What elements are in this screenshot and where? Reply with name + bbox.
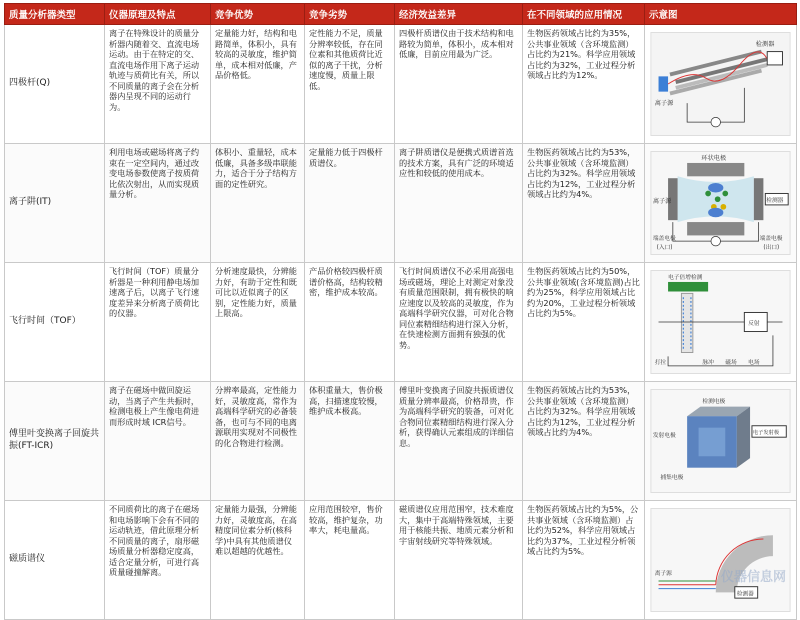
economic-cell: 离子阱质谱仪是便携式质谱首选的技术方案，具有广泛的环境适应性和较低的使用成本。 (395, 144, 523, 263)
trap-electrode-label: 捕集电极 (660, 475, 684, 482)
electron-emitter-label: 电子发射极 (752, 429, 780, 436)
svg-text:(出口): (出口) (763, 244, 780, 251)
tof-diagram (649, 266, 792, 378)
disadvantage-cell: 体积重量大，售价极高，扫描速度较慢，维护成本极高。 (305, 382, 395, 501)
detector-label: 检测器 (736, 591, 754, 598)
disadvantage-cell: 应用范围较窄，售价较高，维护复杂，功率大，耗电量高。 (305, 501, 395, 620)
magnetic-sector-diagram (649, 504, 792, 616)
header-type: 质量分析器类型 (5, 4, 105, 25)
header-application: 在不同领域的应用情况 (523, 4, 645, 25)
figure-cell (645, 382, 797, 501)
watermark: 仪器信息网 (720, 570, 786, 585)
principle-cell: 利用电场或磁场将离子约束在一定空间内，通过改变电场参数使离子按质荷比依次射出，从而实现质量分析。 (105, 144, 211, 263)
multiplier-block (668, 282, 708, 292)
economic-cell: 傅里叶变换离子回旋共振质谱仪质量分辨率最高，价格昂贵，作为高端科学研究的装备，可对化合物同位素精细结构进行深入分析，获得确认元素组成的详细信息。 (395, 382, 523, 501)
ion-source-label: 离子源 (652, 198, 672, 205)
application-cell: 生物医药领域占比约为5%，公共事业领域（含环境监测）占比约为52%，科学应用领域占比约为37%，工业过程分析领域占比约为5%。 (523, 501, 645, 620)
svg-text:(入口): (入口) (656, 244, 673, 251)
disadvantage-cell: 产品价格较四极杆质谱价格高，结构较精密，维护成本较高。 (305, 263, 395, 382)
ion-source-label: 离子源 (654, 571, 672, 578)
svg-text:磁场: 磁场 (725, 359, 737, 366)
ring-electrode-bottom (687, 222, 744, 235)
detect-electrode-label: 检测电极 (702, 398, 726, 405)
principle-cell: 不同质荷比的离子在磁场和电场影响下会有不同的运动轨迹，借此原理分析不同质量的离子，扇形磁场质量分析器稳定度高，适合定量分析，可进行高质量碰撞解离。 (105, 501, 211, 620)
header-economic: 经济效益差异 (395, 4, 523, 25)
analyzer-type: 飞行时间（TOF） (5, 263, 105, 382)
excite-electrode-label: 发射电极 (652, 433, 676, 440)
disadvantage-cell: 定量能力低于四极杆质谱仪。 (305, 144, 395, 263)
advantage-cell: 体积小、重量轻，成本低廉，具备多级串联能力，适合于分子结构方面的定性研究。 (211, 144, 305, 263)
svg-text:打拉: 打拉 (654, 359, 667, 366)
analyzer-type: 四极杆(Q) (5, 25, 105, 144)
svg-text:电场: 电场 (748, 359, 760, 366)
figure-cell (645, 144, 797, 263)
advantage-cell: 分析速度最快，分辨能力好，有助于定性和既可比以近似离子的区别，定性能力好，质量上限高。 (211, 263, 305, 382)
header-principle: 仪器原理及特点 (105, 4, 211, 25)
detector-label: 检测器 (755, 40, 775, 48)
svg-text:脉冲: 脉冲 (702, 359, 714, 366)
advantage-cell: 定量能力最强，分辨能力好，灵敏度高，在高精度同位素分析(核科学)中具有其他质谱仪难以超越的优越性。 (211, 501, 305, 620)
advantage-cell: 分辨率最高，定性能力好，灵敏度高，常作为高端科学研究的必备装备，也可与不同的电离源联用实现对不同极性的化合物进行检测。 (211, 382, 305, 501)
header-figure: 示意图 (645, 4, 797, 25)
figure-cell (645, 263, 797, 382)
table-row (5, 263, 797, 382)
quadrupole-diagram (649, 28, 792, 140)
ion-source-block (659, 76, 669, 91)
application-cell: 生物医药领域占比约为53%，公共事业领域（含环境监测）占比约为32%。科学应用领域占比约为12%，工业过程分析领域占比约为4%。 (523, 382, 645, 501)
endcap-label-left: 端盖电极 (652, 236, 676, 243)
principle-cell: 飞行时间（TOF）质量分析器是一种利用静电场加速离子后，以离子飞行速度差异来分析离子质荷比的仪器。 (105, 263, 211, 382)
table-row (5, 144, 797, 263)
figure-cell (645, 25, 797, 144)
table-row (5, 25, 797, 144)
header-row (5, 4, 797, 25)
ft-icr-diagram (649, 385, 792, 497)
table-row (5, 382, 797, 501)
reflector-label: 反射 (748, 320, 760, 327)
application-cell: 生物医药领域占比约为35%，公共事业领域（含环境监测）占比约为21%。科学应用领域占比约为32%，工业过程分析领域占比约为12%。 (523, 25, 645, 144)
ring-electrode-label: 环状电极 (701, 155, 727, 163)
analyzer-type: 磁质谱仪 (5, 501, 105, 620)
principle-cell: 离子在磁场中做回旋运动，当离子产生共振时，检测电极上产生像电荷进而形成时域 ICR信号。 (105, 382, 211, 501)
disadvantage-cell: 定性能力不足，质量分辨率较低，存在同位素和其他质荷比近似的离子干扰，分析速度慢，质量上限低。 (305, 25, 395, 144)
application-cell: 生物医药领域占比约为50%，公共事业领域(含环境监测)占比约为25%，科学应用领域占比约为20%，工业过程分析领域占比约为5%。 (523, 263, 645, 382)
comparison-table (4, 3, 797, 620)
header-advantage: 竞争优势 (211, 4, 305, 25)
ion-source-label: 离子源 (654, 99, 674, 107)
ion-trap-diagram (649, 147, 792, 259)
detector-label: 检测器 (766, 198, 784, 205)
economic-cell: 磁质谱仪应用范围窄，技术难度大，集中于高端特殊领域，主要用于核能共振、地质元素分析和宇宙射线研究等特殊领域。 (395, 501, 523, 620)
endcap-label-right: 端盖电极 (759, 236, 783, 243)
principle-cell: 离子在特殊设计的质量分析器内随着交、直流电场运动。由于在特定的交、直流电场作用下离子运动轨迹与质荷比有关，所以不同质量的离子会在分析器内呈现不同的运动行为。 (105, 25, 211, 144)
economic-cell: 飞行时间质谱仪不必采用高强电场或磁场，理论上对测定对象没有质量范围限制，拥有极快的响应速度以及较高的灵敏度，作为高端科学研究仪器，可对化合物同位素精细结构进行深入分析，在快速检测方面拥有独强的优势。 (395, 263, 523, 382)
multiplier-label: 电子倍增检测 (668, 275, 703, 282)
economic-cell: 四极杆质谱仪由于技术结构和电路较为简单，体积小，成本相对低廉，目前应用最为广泛。 (395, 25, 523, 144)
analyzer-type: 离子阱(IT) (5, 144, 105, 263)
table-row (5, 501, 797, 620)
figure-cell (645, 501, 797, 620)
header-disadvantage: 竞争劣势 (305, 4, 395, 25)
detector-block (767, 52, 782, 65)
advantage-cell: 定量能力好，结构和电路简单，体积小，具有较高的灵敏度，维护简单，成本相对低廉，产品价格低。 (211, 25, 305, 144)
application-cell: 生物医药领域占比约为53%，公共事业领域（含环境监测）占比约为32%。科学应用领域占比约为12%，工业过程分析领域占比约为4%。 (523, 144, 645, 263)
ring-electrode-top (687, 163, 744, 176)
voltage-source (711, 117, 721, 127)
analyzer-type: 傅里叶变换离子回旋共振(FT-ICR) (5, 382, 105, 501)
endcap-exit (754, 178, 764, 220)
